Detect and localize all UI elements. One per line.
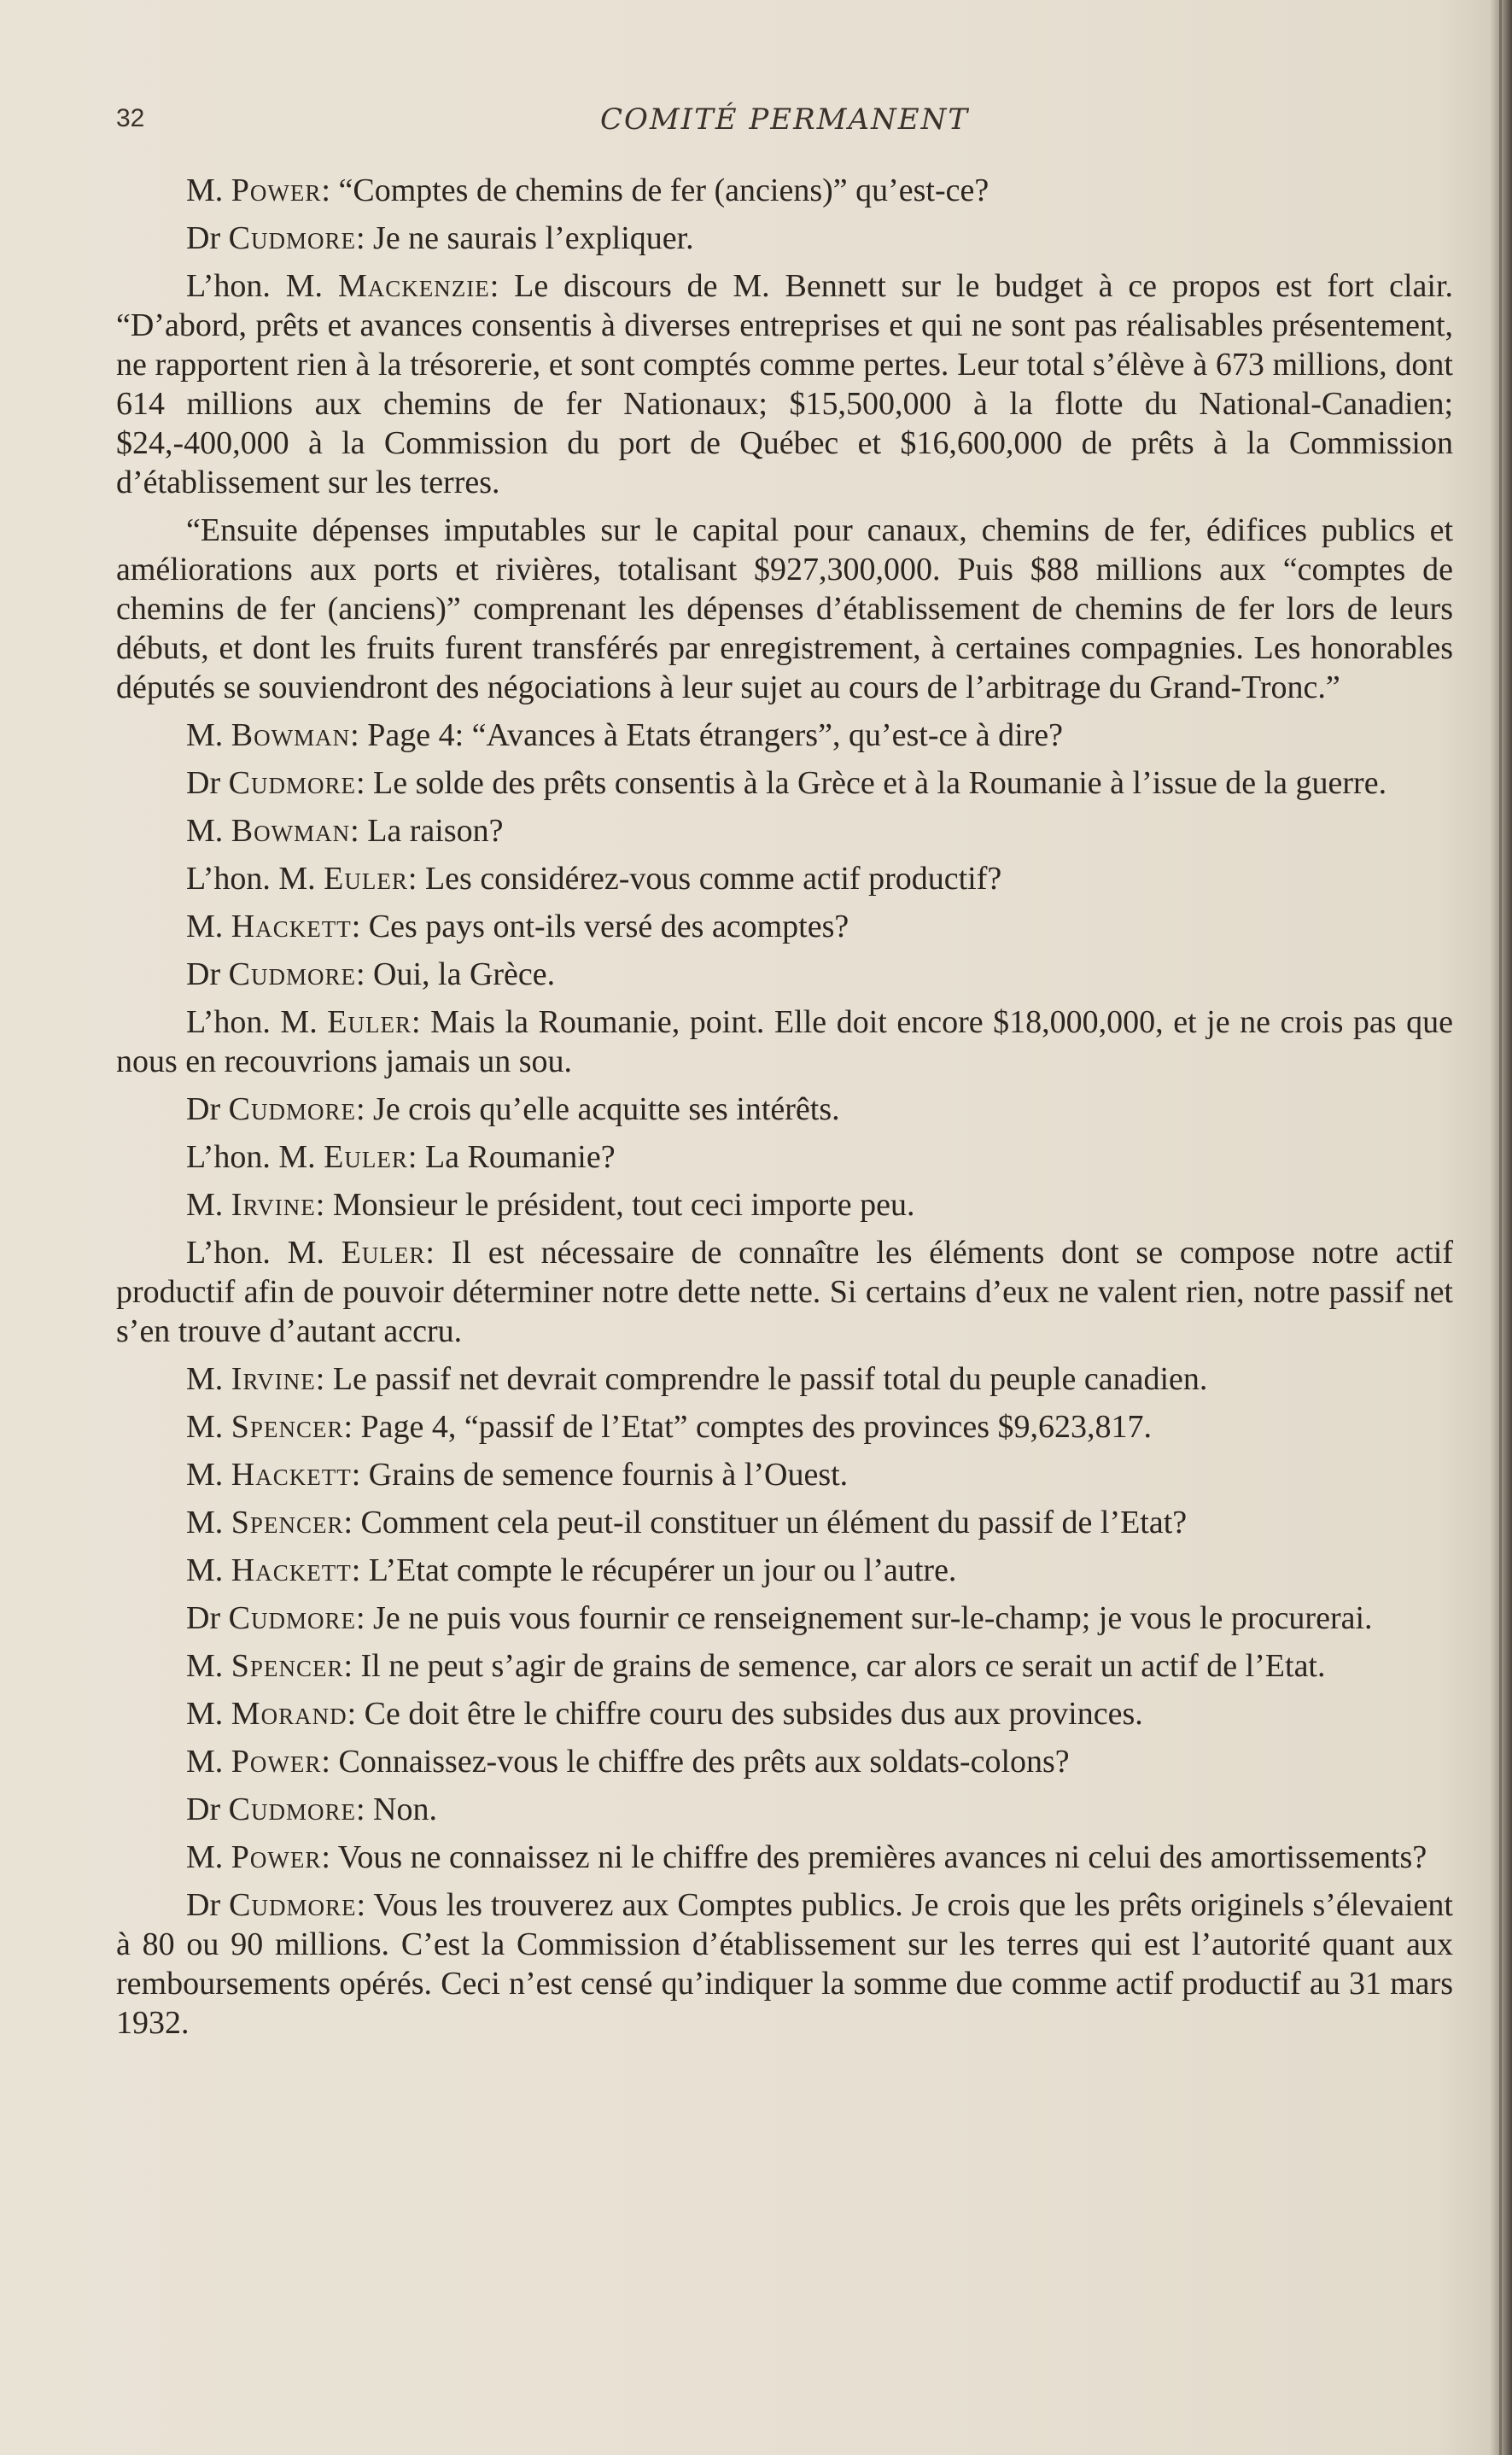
- paragraph: [116, 859, 1453, 898]
- paragraph: [116, 1599, 1453, 1638]
- speaker-title: M.: [186, 1648, 231, 1684]
- speech-text: : Non.: [355, 1792, 437, 1827]
- paragraph: [116, 1359, 1453, 1399]
- speaker-title: M.: [186, 172, 231, 208]
- speaker-title: M.: [186, 1409, 231, 1445]
- speech-text: : Les considérez-vous comme actif productif?: [407, 861, 1002, 897]
- speaker-title: M.: [186, 1839, 231, 1875]
- speaker-name: Morand: [231, 1696, 347, 1732]
- speech-text: “Ensuite dépenses imputables sur le capital pour canaux, chemins de fer, édifices publics et améliorations aux ports et rivières, totalisant $927,300,000. Puis $88 millions aux “comptes de chemins de fer (anciens)” comprenant les dépenses d’établissement de chemins de fer lors de leurs débuts, et dont les fruits furent transférés par enregistrement, à certaines compagnies. Les honorables députés se souviendront des négociations à leur sujet au cours de l’arbitrage du Grand-Tronc.”: [116, 512, 1453, 705]
- paragraph: [116, 1694, 1453, 1733]
- speaker-name: Hackett: [231, 909, 352, 944]
- speaker-title: L’hon. M.: [186, 861, 324, 897]
- speaker-name: Hackett: [231, 1552, 352, 1588]
- speaker-name: Power: [231, 1839, 322, 1875]
- speech-text: : La raison?: [350, 813, 504, 849]
- speaker-name: Cudmore: [228, 956, 356, 992]
- speaker-title: Dr: [186, 220, 229, 256]
- speech-text: : Vous ne connaissez ni le chiffre des premières avances ni celui des amortissements?: [321, 1839, 1427, 1875]
- speech-text: : Je crois qu’elle acquitte ses intérêts.: [355, 1091, 840, 1127]
- paragraph: [116, 1407, 1453, 1447]
- speaker-title: Dr: [186, 1091, 229, 1127]
- speech-text: : Vous les trouverez aux Comptes publics. Je crois que les prêts originels s’élevaient à 80 ou 90 millions. C’est la Commission d’établissement sur les terres qui est l’autorité quant aux remboursements opérés. Ceci n’est censé qu’indiquer la somme due comme actif productif au 31 mars 1932.: [116, 1887, 1453, 2041]
- paragraph: [116, 907, 1453, 946]
- speaker-title: M.: [186, 1505, 231, 1540]
- paragraph: [116, 1503, 1453, 1542]
- speaker-name: Bowman: [231, 813, 351, 849]
- body-text: [116, 171, 1453, 2051]
- speech-text: : Page 4: “Avances à Etats étrangers”, qu’est-ce à dire?: [350, 717, 1064, 753]
- speaker-name: Euler: [324, 1139, 408, 1175]
- speaker-name: Bowman: [231, 717, 351, 753]
- binding-edge-shadow: [1490, 0, 1512, 2455]
- speaker-title: M.: [186, 1744, 231, 1780]
- paragraph: [116, 763, 1453, 803]
- speaker-title: Dr: [186, 1600, 229, 1636]
- speaker-title: Dr: [186, 765, 229, 801]
- speaker-name: Power: [231, 172, 322, 208]
- speaker-title: M.: [186, 1457, 231, 1493]
- paragraph: [116, 219, 1453, 258]
- page-number: 32: [116, 104, 145, 132]
- paragraph: [116, 1185, 1453, 1225]
- running-head: COMITÉ PERMANENT: [599, 102, 970, 137]
- paragraph: [116, 1455, 1453, 1494]
- speech-text: : Ce doit être le chiffre couru des subsides dus aux provinces.: [347, 1696, 1143, 1732]
- speaker-name: Hackett: [231, 1457, 352, 1493]
- speech-text: : Le discours de M. Bennett sur le budget à ce propos est fort clair. “D’abord, prêts et avances consentis à diverses entreprises et qui ne sont pas réalisables présentement, ne rapportent rien à la trésorerie, et sont comptés comme pertes. Leur total s’élève à 673 millions, dont 614 millions aux chemins de fer Nationaux; $15,500,000 à la flotte du National-Canadien; $24,-400,000 à la Commission du port de Québec et $16,600,000 de prêts à la Commission d’établissement sur les terres.: [116, 268, 1454, 500]
- speaker-name: Irvine: [231, 1361, 316, 1397]
- speaker-title: Dr: [186, 956, 229, 992]
- speaker-name: Cudmore: [228, 1792, 356, 1827]
- speaker-title: Dr: [186, 1887, 230, 1923]
- speaker-name: Cudmore: [228, 1600, 356, 1636]
- paragraph: [116, 1742, 1453, 1781]
- speech-text: : Je ne puis vous fournir ce renseignement sur-le-champ; je vous le procurerai.: [355, 1600, 1373, 1636]
- paragraph: [116, 1002, 1453, 1081]
- speaker-name: Irvine: [231, 1187, 316, 1223]
- paragraph: [116, 955, 1453, 994]
- paragraph: [116, 1233, 1453, 1351]
- speaker-title: M.: [186, 717, 231, 753]
- speaker-title: L’hon. M.: [186, 1139, 324, 1175]
- speaker-name: Cudmore: [228, 1091, 356, 1127]
- speech-text: : Je ne saurais l’expliquer.: [355, 220, 694, 256]
- speaker-name: Euler: [324, 861, 408, 897]
- speech-text: : Il ne peut s’agir de grains de semence, car alors ce serait un actif de l’Etat.: [343, 1648, 1326, 1684]
- speaker-name: Euler: [327, 1004, 412, 1040]
- speaker-title: L’hon. M.: [186, 1004, 328, 1040]
- speech-text: : Grains de semence fournis à l’Ouest.: [351, 1457, 849, 1493]
- speech-text: : Ces pays ont-ils versé des acomptes?: [351, 909, 849, 944]
- speaker-name: Spencer: [231, 1648, 344, 1684]
- speech-text: : Page 4, “passif de l’Etat” comptes des provinces $9,623,817.: [343, 1409, 1153, 1445]
- speaker-title: M.: [186, 1552, 231, 1588]
- speech-text: : Connaissez-vous le chiffre des prêts aux soldats-colons?: [321, 1744, 1070, 1780]
- speaker-title: M.: [186, 813, 231, 849]
- speaker-name: Cudmore: [228, 765, 356, 801]
- speaker-name: Mackenzie: [337, 268, 490, 304]
- paragraph: [116, 1885, 1453, 2043]
- speaker-title: M.: [186, 1696, 231, 1732]
- speech-text: : Il est nécessaire de connaître les éléments dont se compose notre actif productif afin de pouvoir déterminer notre dette nette. Si certains d’eux ne valent rien, notre passif net s’en trouve d’autant accru.: [116, 1235, 1453, 1349]
- page-header: [116, 96, 1453, 147]
- speaker-title: Dr: [186, 1792, 229, 1827]
- speech-text: : “Comptes de chemins de fer (anciens)” qu’est-ce?: [321, 172, 990, 208]
- paragraph: [116, 266, 1453, 502]
- paragraph: [116, 1551, 1453, 1590]
- speech-text: : Monsieur le président, tout ceci importe peu.: [315, 1187, 915, 1223]
- paragraph: [116, 1090, 1453, 1129]
- speech-text: : Comment cela peut-il constituer un élément du passif de l’Etat?: [343, 1505, 1188, 1540]
- speech-text: : Oui, la Grèce.: [355, 956, 556, 992]
- speaker-name: Power: [231, 1744, 322, 1780]
- speaker-name: Spencer: [231, 1505, 344, 1540]
- speaker-title: L’hon. M.: [186, 1235, 342, 1271]
- paragraph: [116, 1838, 1453, 1877]
- speech-text: : La Roumanie?: [407, 1139, 616, 1175]
- paragraph: [116, 1137, 1453, 1177]
- speech-text: : Le passif net devrait comprendre le passif total du peuple canadien.: [315, 1361, 1208, 1397]
- speaker-title: L’hon. M.: [186, 268, 338, 304]
- speech-text: : Mais la Roumanie, point. Elle doit encore $18,000,000, et je ne crois pas que nous en recouvrions jamais un sou.: [116, 1004, 1453, 1079]
- paragraph: [116, 511, 1453, 707]
- speaker-name: Cudmore: [228, 220, 356, 256]
- paragraph: [116, 1646, 1453, 1686]
- speaker-title: M.: [186, 1361, 231, 1397]
- speaker-title: M.: [186, 1187, 231, 1223]
- speaker-name: Spencer: [231, 1409, 344, 1445]
- speech-text: : Le solde des prêts consentis à la Grèce et à la Roumanie à l’issue de la guerre.: [355, 765, 1387, 801]
- paragraph: [116, 171, 1453, 210]
- speaker-name: Cudmore: [229, 1887, 357, 1923]
- paragraph: [116, 811, 1453, 850]
- speech-text: : L’Etat compte le récupérer un jour ou l’autre.: [351, 1552, 957, 1588]
- paragraph: [116, 716, 1453, 755]
- paragraph: [116, 1790, 1453, 1829]
- speaker-title: M.: [186, 909, 231, 944]
- speaker-name: Euler: [341, 1235, 426, 1271]
